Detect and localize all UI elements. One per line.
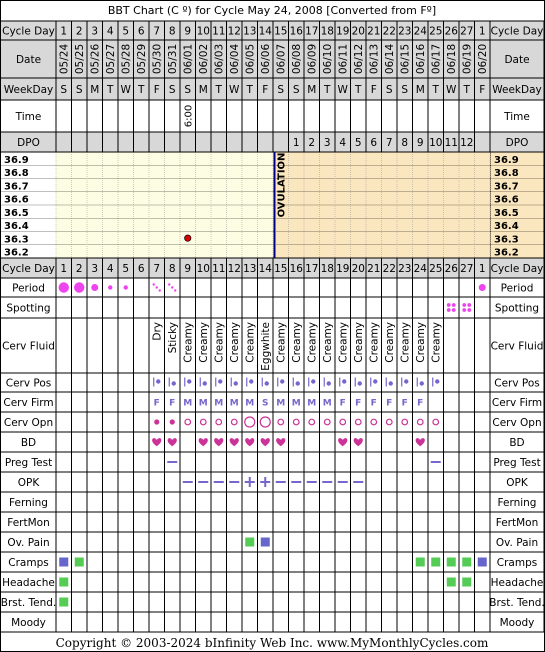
cycle-day-value: 22	[382, 25, 396, 38]
weekday-value: S	[401, 84, 409, 96]
cerv-firm-value: F	[386, 398, 393, 409]
row-label-cramps: Cramps	[8, 557, 49, 569]
period-dot	[91, 284, 98, 291]
cycle-day-value: 17	[305, 263, 319, 275]
row-label-ov_pain-right: Ov. Pain	[495, 537, 539, 549]
row-label-opk-right: OPK	[506, 477, 528, 489]
weekday-value: F	[370, 84, 377, 96]
row-label-preg_test-right: Preg Test	[493, 457, 541, 469]
cycle-day-value: 13	[243, 263, 257, 275]
weekday-value: W	[337, 84, 348, 96]
cerv-firm-value: F	[339, 398, 346, 409]
cerv-pos-dot	[389, 381, 393, 385]
cycle-day-value: 14	[258, 25, 272, 38]
dpo-value: 2	[308, 137, 316, 149]
cycle-day-value: 27	[460, 263, 474, 275]
cerv-firm-value: F	[355, 398, 362, 409]
cycle-day-value: 23	[398, 263, 412, 275]
cycle-day-value: 3	[91, 25, 99, 38]
cramps-marker	[447, 558, 456, 567]
period-dot	[479, 284, 486, 291]
cerv-pos-dot	[249, 379, 253, 383]
cerv-fluid-value: Creamy	[275, 322, 288, 363]
dpo-value: 6	[370, 137, 378, 149]
cycle-day-value: 1	[478, 25, 486, 38]
spotting-dot	[452, 303, 456, 307]
cerv-fluid-value: Creamy	[430, 322, 443, 363]
weekday-value: T	[463, 84, 470, 96]
cerv-firm-value: F	[153, 398, 160, 409]
cycle-day-value: 8	[168, 263, 176, 275]
cerv-firm-value: F	[417, 398, 424, 409]
weekday-value: M	[90, 84, 100, 96]
weekday-value: M	[415, 84, 425, 96]
spotting-dot	[467, 308, 471, 312]
temp-tick-label: 36.3	[4, 234, 29, 246]
cycle-day-value: 7	[153, 263, 161, 275]
cycle-day-value: 4	[106, 263, 114, 275]
cycle-day-value: 10	[196, 263, 210, 275]
weekday-value: F	[479, 84, 486, 96]
cerv-pos-dot	[327, 381, 331, 385]
cramps-marker	[75, 558, 84, 567]
cycle-day-value: 21	[367, 25, 381, 38]
cerv-fluid-value: Eggwhite	[259, 322, 272, 371]
date-value: 05/29	[135, 43, 148, 75]
temp-tick-label: 36.2	[4, 247, 29, 259]
grid-layer	[1, 21, 545, 632]
date-value: 06/15	[399, 43, 412, 75]
cycle-day-value: 27	[460, 25, 474, 38]
row-label-fertmon: FertMon	[7, 517, 50, 529]
cramps-marker	[59, 558, 68, 567]
cerv-firm-value: F	[370, 398, 377, 409]
cramps-marker	[431, 558, 440, 567]
cycle-day-value: 9	[184, 263, 192, 275]
cycle-day-value: 18	[320, 263, 334, 275]
date-value: 06/16	[414, 43, 427, 75]
dpo-value: 9	[416, 137, 424, 149]
cerv-fluid-value: Creamy	[368, 322, 381, 363]
cycle-day-value: 1	[478, 263, 486, 275]
dpo-value: 4	[339, 137, 347, 149]
row-label-fertmon-right: FertMon	[495, 517, 539, 529]
temp-tick-label-right: 36.5	[494, 207, 519, 219]
cerv-firm-value: M	[307, 398, 317, 409]
cycle-day-value: 8	[168, 25, 176, 38]
row-label-weekday: WeekDay	[3, 84, 54, 96]
date-value: 05/30	[151, 43, 164, 75]
row-label-bd: BD	[20, 437, 37, 449]
row-label-period-right: Period	[500, 282, 534, 295]
cerv-pos-dot	[156, 379, 160, 383]
weekday-value: S	[60, 84, 68, 96]
cerv-fluid-value: Creamy	[399, 322, 412, 363]
chart-title: BBT Chart (C º) for Cycle May 24, 2008 [Converted from Fº]	[107, 4, 437, 17]
weekday-value: S	[277, 84, 285, 96]
date-value: 06/08	[290, 43, 303, 75]
cycle-day-value: 16	[289, 25, 303, 38]
period-dot	[74, 282, 84, 292]
dpo-value: 5	[354, 137, 362, 149]
cerv-pos-dot	[435, 379, 439, 383]
date-value: 05/28	[120, 43, 133, 75]
spotting-dot	[447, 308, 451, 312]
row-label-cycle_day-right: Cycle Day	[490, 263, 544, 275]
row-label-cycle_day: Cycle Day	[2, 25, 55, 38]
row-label-dpo: DPO	[17, 137, 40, 149]
cerv-firm-value: M	[229, 398, 239, 409]
temp-tick-label-right: 36.7	[494, 181, 519, 193]
weekday-value: S	[385, 84, 393, 96]
cycle-day-value: 2	[75, 263, 83, 275]
cycle-day-value: 21	[367, 263, 381, 275]
date-value: 06/02	[197, 43, 210, 75]
cerv-fluid-value: Creamy	[197, 322, 210, 363]
row-label-time-right: Time	[504, 111, 530, 123]
row-label-cerv_opn-right: Cerv Opn	[492, 417, 542, 429]
row-label-opk: OPK	[17, 477, 40, 489]
row-label-weekday-right: WeekDay	[492, 84, 542, 96]
weekday-value: W	[229, 84, 240, 96]
weekday-value: T	[138, 84, 145, 96]
cerv-firm-value: M	[322, 398, 332, 409]
temp-tick-label-right: 36.6	[494, 194, 519, 206]
cycle-day-value: 19	[336, 25, 350, 38]
headache-marker	[59, 578, 68, 587]
row-label-moody: Moody	[11, 617, 46, 629]
date-value: 06/20	[476, 43, 489, 75]
cerv-firm-value: M	[198, 398, 208, 409]
cycle-day-value: 4	[106, 25, 114, 38]
weekday-value: S	[292, 84, 300, 96]
cycle-day-value: 22	[382, 263, 396, 275]
cerv-pos-dot	[342, 379, 346, 383]
cerv-pos-dot	[234, 381, 238, 385]
period-spotting-dot	[168, 283, 170, 285]
cerv-fluid-value: Creamy	[228, 322, 241, 363]
cycle-day-value: 26	[444, 263, 458, 275]
row-label-cerv_pos: Cerv Pos	[5, 377, 52, 390]
cramps-marker	[478, 558, 487, 567]
row-label-brst_tend-right: Brst. Tend.	[489, 597, 545, 609]
row-label-cramps-right: Cramps	[496, 557, 538, 569]
row-label-brst_tend: Brst. Tend.	[0, 597, 57, 609]
row-label-ferning-right: Ferning	[497, 497, 537, 509]
weekday-value: T	[324, 84, 331, 96]
cerv-fluid-value: Creamy	[414, 322, 427, 363]
cerv-firm-value: M	[245, 398, 255, 409]
row-label-headache-right: Headache	[490, 577, 544, 589]
row-label-dpo-right: DPO	[505, 137, 529, 149]
date-value: 06/13	[368, 43, 381, 75]
cycle-day-value: 5	[122, 25, 130, 38]
date-value: 05/31	[166, 43, 179, 75]
period-spotting-dot	[153, 283, 155, 285]
date-value: 06/11	[337, 43, 350, 75]
copyright-footer: Copyright © 2003-2024 bInfinity Web Inc. www.MyMonthlyCycles.com	[55, 636, 489, 650]
row-label-cerv_fluid-right: Cerv Fluid	[490, 340, 544, 353]
weekday-value: T	[215, 84, 222, 96]
cycle-day-value: 23	[398, 25, 412, 38]
temp-tick-label: 36.9	[4, 154, 29, 166]
spotting-dot	[462, 308, 466, 312]
dpo-value: 12	[460, 137, 474, 149]
period-dot	[124, 285, 128, 289]
temp-tick-label: 36.5	[4, 207, 29, 219]
period-spotting-dot	[171, 286, 173, 288]
ovulation-label: OVULATION	[276, 152, 288, 218]
row-label-cerv_pos-right: Cerv Pos	[494, 377, 540, 390]
cerv-pos-dot	[311, 379, 315, 383]
temp-point	[185, 235, 191, 241]
date-value: 05/27	[104, 43, 117, 75]
spotting-dot	[447, 303, 451, 307]
cerv-fluid-value: Creamy	[383, 322, 396, 363]
weekday-value: M	[307, 84, 317, 96]
weekday-value: F	[262, 84, 269, 96]
cycle-day-value: 19	[336, 263, 350, 275]
date-value: 06/03	[213, 43, 226, 75]
weekday-value: W	[120, 84, 131, 96]
weekday-value: T	[432, 84, 439, 96]
cycle-day-value: 5	[122, 263, 130, 275]
cerv-fluid-value: Creamy	[244, 322, 257, 363]
cerv-pos-dot	[373, 379, 377, 383]
cycle-day-value: 15	[274, 263, 288, 275]
dpo-value: 1	[292, 137, 300, 149]
row-label-cerv_firm: Cerv Firm	[3, 397, 54, 409]
date-value: 05/25	[73, 43, 86, 75]
cerv-pos-dot	[296, 381, 300, 385]
date-value: 06/06	[259, 43, 272, 75]
cerv-pos-dot	[358, 381, 362, 385]
cycle-day-value: 26	[444, 25, 458, 38]
date-value: 06/10	[321, 43, 334, 75]
time-value: 6:00	[183, 104, 195, 128]
row-label-ov_pain: Ov. Pain	[7, 537, 50, 549]
date-value: 06/05	[244, 43, 257, 75]
cerv-opn-closed	[154, 419, 159, 424]
dpo-value: 7	[385, 137, 393, 149]
dpo-value: 8	[401, 137, 409, 149]
cycle-day-value: 24	[413, 263, 427, 275]
cramps-marker	[416, 558, 425, 567]
dpo-value: 10	[429, 137, 443, 149]
cycle-day-value: 1	[60, 263, 68, 275]
weekday-value: F	[153, 84, 160, 96]
row-label-cerv_fluid: Cerv Fluid	[2, 340, 55, 353]
spotting-dot	[467, 303, 471, 307]
temp-tick-label-right: 36.8	[494, 168, 519, 179]
weekday-value: M	[198, 84, 208, 96]
cycle-day-value: 17	[305, 25, 319, 38]
row-label-time: Time	[15, 111, 42, 123]
row-label-spotting-right: Spotting	[494, 302, 540, 315]
temp-tick-label-right: 36.4	[494, 221, 519, 232]
cerv-firm-value: M	[183, 398, 193, 409]
weekday-value: S	[75, 84, 83, 96]
cycle-day-value: 10	[196, 25, 210, 38]
row-label-bd-right: BD	[509, 437, 525, 449]
cycle-day-value: 11	[212, 25, 226, 38]
cycle-day-value: 11	[212, 263, 226, 275]
weekday-value: S	[168, 84, 176, 96]
cerv-fluid-value: Creamy	[306, 322, 319, 363]
cycle-day-value: 13	[243, 25, 257, 38]
period-spotting-dot	[174, 289, 176, 291]
temp-tick-label-right: 36.9	[494, 154, 519, 166]
row-label-ferning: Ferning	[9, 497, 48, 509]
cycle-day-value: 9	[184, 25, 192, 38]
cerv-pos-dot	[420, 381, 424, 385]
cycle-day-value: 20	[351, 263, 365, 275]
cerv-fluid-value: Creamy	[182, 322, 195, 363]
cerv-pos-dot	[218, 379, 222, 383]
date-value: 06/14	[383, 43, 396, 75]
dpo-value: 3	[323, 137, 331, 149]
cerv-firm-value: S	[262, 398, 269, 409]
cycle-day-value: 25	[429, 263, 443, 275]
cycle-day-value: 12	[227, 263, 241, 275]
headache-marker	[447, 578, 456, 587]
date-value: 06/07	[275, 43, 288, 75]
cycle-day-value: 6	[137, 263, 145, 275]
cerv-fluid-value: Creamy	[337, 322, 350, 363]
brst-tend-marker	[59, 598, 68, 607]
spotting-dot	[462, 303, 466, 307]
cerv-firm-value: M	[291, 398, 301, 409]
cerv-pos-dot	[172, 381, 176, 385]
spotting-dot	[452, 308, 456, 312]
date-value: 06/18	[445, 43, 458, 75]
row-label-cycle_day-right: Cycle Day	[490, 25, 544, 38]
period-dot	[59, 282, 69, 292]
period-spotting-dot	[156, 286, 158, 288]
weekday-value: T	[355, 84, 362, 96]
cycle-day-value: 14	[258, 263, 272, 275]
row-label-spotting: Spotting	[6, 302, 51, 315]
row-label-cerv_firm-right: Cerv Firm	[491, 397, 543, 409]
cerv-pos-dot	[265, 381, 269, 385]
period-dot	[108, 285, 112, 289]
temp-tick-label-right: 36.3	[494, 234, 519, 246]
cycle-day-value: 7	[153, 25, 161, 38]
cerv-fluid-value: Sticky	[166, 322, 179, 354]
cerv-opn-closed	[170, 419, 175, 424]
dpo-value: 11	[444, 137, 458, 149]
cycle-day-value: 1	[60, 25, 68, 38]
cerv-fluid-value: Creamy	[213, 322, 226, 363]
cycle-day-value: 18	[320, 25, 334, 38]
cycle-day-value: 3	[91, 263, 99, 275]
date-value: 06/19	[461, 43, 474, 75]
weekday-value: S	[184, 84, 192, 96]
cycle-day-value: 6	[137, 25, 145, 38]
cycle-day-value: 25	[429, 25, 443, 38]
cerv-fluid-value: Dry	[151, 322, 164, 341]
cerv-firm-value: M	[214, 398, 224, 409]
ov-pain-marker	[245, 538, 254, 547]
temp-tick-label: 36.6	[4, 194, 29, 206]
cerv-pos-dot	[203, 381, 207, 385]
weekday-value: T	[246, 84, 253, 96]
date-value: 06/17	[430, 43, 443, 75]
date-value: 06/04	[228, 43, 241, 75]
date-value: 06/01	[182, 43, 195, 75]
cerv-firm-value: M	[276, 398, 286, 409]
row-label-cerv_opn: Cerv Opn	[3, 417, 54, 429]
cerv-pos-dot	[187, 379, 191, 383]
date-value: 05/24	[58, 43, 71, 75]
row-label-cycle_day: Cycle Day	[2, 263, 55, 275]
date-value: 06/09	[306, 43, 319, 75]
row-label-moody-right: Moody	[499, 617, 535, 629]
headache-marker	[462, 578, 471, 587]
date-value: 06/12	[352, 43, 365, 75]
temp-tick-label: 36.4	[4, 221, 29, 232]
row-label-period: Period	[12, 282, 45, 295]
row-label-preg_test: Preg Test	[4, 457, 53, 469]
ov-pain-marker	[261, 538, 270, 547]
cycle-day-value: 24	[413, 25, 427, 38]
cerv-firm-value: F	[401, 398, 408, 409]
cycle-day-value: 15	[274, 25, 288, 38]
row-label-date-right: Date	[504, 54, 530, 66]
cerv-pos-dot	[404, 379, 408, 383]
cramps-marker	[462, 558, 471, 567]
period-spotting-dot	[159, 289, 161, 291]
cerv-fluid-value: Creamy	[290, 322, 303, 363]
temp-tick-label: 36.7	[4, 181, 29, 193]
row-label-headache: Headache	[2, 577, 55, 589]
cycle-day-value: 12	[227, 25, 241, 38]
cerv-fluid-value: Creamy	[321, 322, 334, 363]
cycle-day-value: 20	[351, 25, 365, 38]
cycle-day-value: 2	[75, 25, 83, 38]
cerv-pos-dot	[280, 379, 284, 383]
cerv-fluid-value: Creamy	[352, 322, 365, 363]
cycle-day-value: 16	[289, 263, 303, 275]
temp-tick-label-right: 36.2	[494, 247, 519, 259]
date-value: 05/26	[89, 43, 102, 75]
temp-tick-label: 36.8	[4, 168, 29, 179]
cerv-firm-value: F	[169, 398, 176, 409]
row-label-date: Date	[15, 54, 42, 66]
weekday-value: T	[107, 84, 114, 96]
weekday-value: W	[446, 84, 457, 96]
